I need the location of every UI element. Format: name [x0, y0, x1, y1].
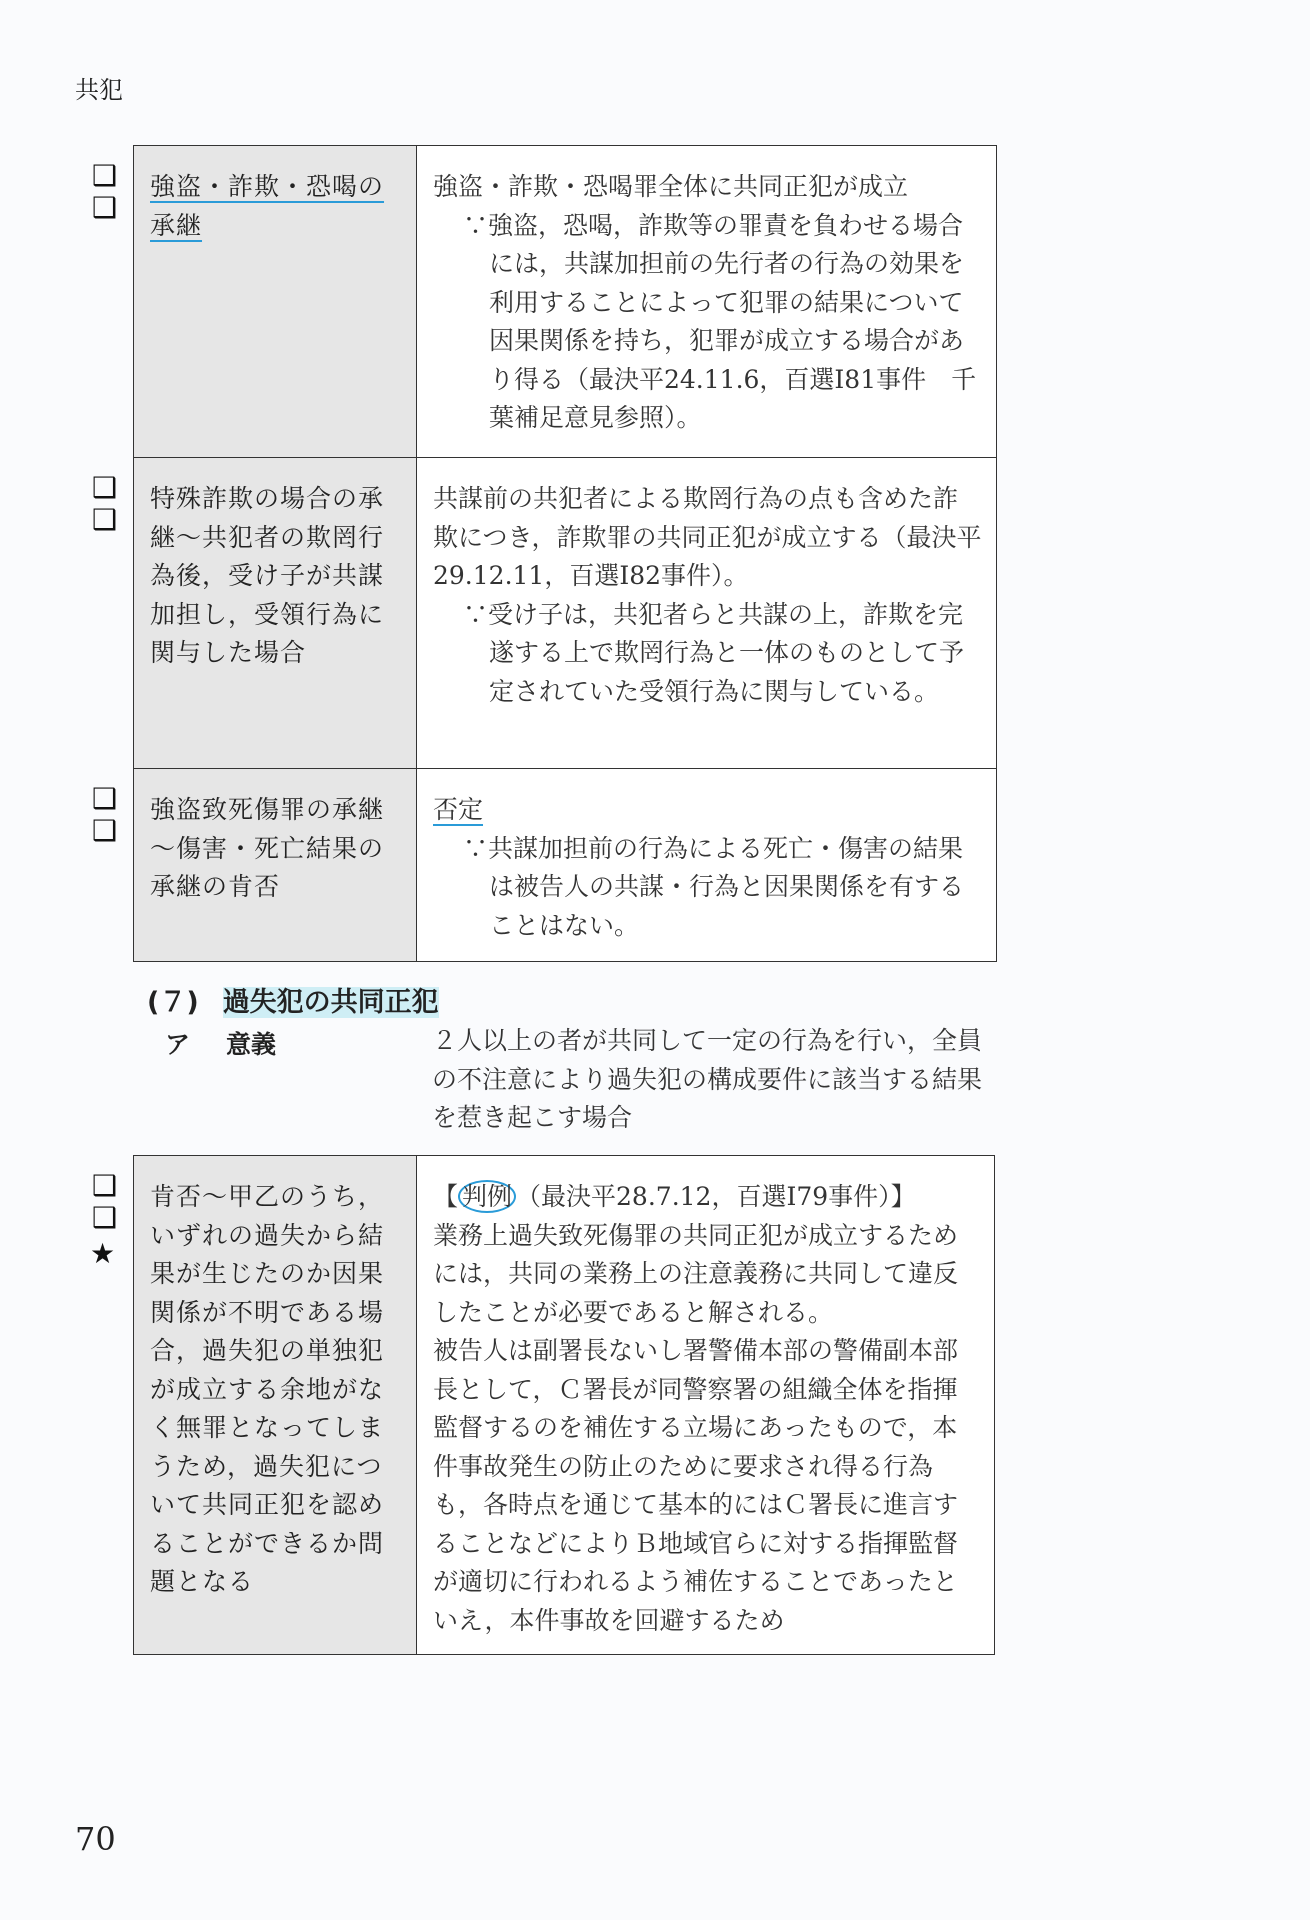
table-row — [134, 769, 996, 961]
checkbox-icon[interactable]: ❑ — [92, 159, 118, 192]
subsection-marker: ア — [165, 1030, 191, 1059]
section-heading — [147, 980, 439, 1019]
table-row — [134, 458, 996, 769]
row-content — [417, 1156, 994, 1654]
conclusion-text: 否定 — [433, 795, 484, 824]
checkbox-icon[interactable]: ❑ — [92, 503, 118, 536]
subsection-label — [165, 1025, 276, 1061]
checkbox-icon[interactable]: ❑ — [92, 1201, 118, 1234]
checkbox-icon[interactable]: ❑ — [92, 471, 118, 504]
star-icon: ★ — [90, 1237, 116, 1270]
section-title: 過失犯の共同正犯 — [222, 987, 439, 1018]
row-content — [417, 458, 996, 768]
case-facts: 被告人は副署長ないし署警備本部の警備副本部長として，Ｃ署長が同警察署の組織全体を指揮監督するのを補佐する立場にあったもので，本件事故発生の防止のために要求され得る行為も，各時点を通じて基本的にはＣ署長に進言することなどによりＢ地域官らに対する指揮監督が適切に行われるよう補佐することであったといえ，本件事故を回避するため — [433, 1336, 959, 1635]
running-header: 共犯 — [75, 76, 123, 104]
checkbox-icon[interactable]: ❑ — [92, 191, 118, 224]
section-number: (７) — [147, 987, 199, 1018]
conclusion-text: 共謀前の共犯者による欺罔行為の点も含めた詐欺につき，詐欺罪の共同正犯が成立する（最決平29.12.11，百選Ⅰ82事件）。 — [433, 484, 982, 590]
reason-text: ∵強盗，恐喝，詐欺等の罪責を負わせる場合には，共謀加担前の先行者の行為の効果を利用することによって犯罪の結果について因果関係を持ち，犯罪が成立する場合があり得る（最決平24.11.6，百選Ⅰ81事件 千葉補足意見参照）。 — [463, 210, 977, 432]
succession-table — [133, 145, 997, 962]
definition-text: ２人以上の者が共同して一定の行為を行い，全員の不注意により過失犯の構成要件に該当する結果を惹き起こす場合 — [432, 1026, 983, 1132]
case-holding: 業務上過失致死傷罪の共同正犯が成立するためには，共同の業務上の注意義務に共同して違反したことが必要であると解される。 — [433, 1220, 959, 1327]
table-row — [134, 146, 996, 458]
checkbox-icon[interactable]: ❑ — [92, 1169, 118, 1202]
checkbox-icon[interactable]: ❑ — [92, 814, 118, 847]
subsection-title: 意義 — [226, 1030, 277, 1059]
page-number: 70 — [75, 1820, 116, 1858]
conclusion-text: 強盗・詐欺・恐喝罪全体に共同正犯が成立 — [433, 172, 909, 201]
checkbox-icon[interactable]: ❑ — [92, 782, 118, 815]
row-heading: 強盗致死傷罪の承継～傷害・死亡結果の承継の肯否 — [134, 769, 417, 961]
row-content — [417, 769, 996, 961]
case-citation: 【 判例 （最決平28.7.12，百選Ⅰ79事件）】 — [433, 1182, 916, 1211]
row-heading: 特殊詐欺の場合の承継～共犯者の欺罔行為後，受け子が共謀加担し，受領行為に関与した場合 — [134, 458, 417, 768]
row-heading: 肯否～甲乙のうち，いずれの過失から結果が生じたのか因果関係が不明である場合，過失犯の単独犯が成立する余地がなく無罪となってしまうため，過失犯について共同正犯を認めることができるか問題となる — [134, 1156, 417, 1654]
row-content — [417, 146, 996, 457]
row-heading: 強盗・詐欺・恐喝の承継 — [134, 146, 417, 457]
reason-text: ∵受け子は，共犯者らと共謀の上，詐欺を完遂する上で欺罔行為と一体のものとして予定されていた受領行為に関与している。 — [463, 599, 965, 706]
case-label: 判例 — [458, 1180, 516, 1213]
negligence-table — [133, 1155, 995, 1655]
reason-text: ∵共謀加担前の行為による死亡・傷害の結果は被告人の共謀・行為と因果関係を有することはない。 — [463, 833, 965, 940]
